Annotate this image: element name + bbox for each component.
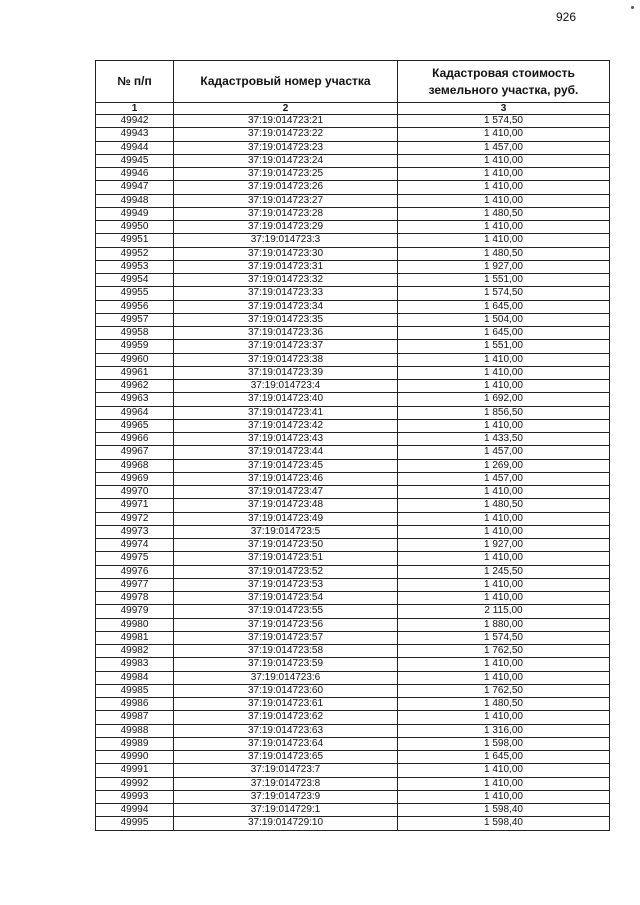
cadastral-value-cell: 1 316,00 [398,724,610,737]
row-index-cell: 49968 [96,459,174,472]
table-row [96,671,610,684]
cadastral-value-cell: 1 598,40 [398,804,610,817]
table-row [96,698,610,711]
table-row [96,207,610,220]
cadastral-number-cell: 37:19:014723:56 [174,618,398,631]
cadastral-value-cell: 1 410,00 [398,790,610,803]
cadastral-number-cell: 37:19:014723:32 [174,274,398,287]
row-index-cell: 49987 [96,711,174,724]
cadastral-value-cell: 1 245,50 [398,565,610,578]
row-index-cell: 49988 [96,724,174,737]
table-row [96,260,610,273]
cadastral-number-cell: 37:19:014729:10 [174,817,398,830]
cadastral-number-cell: 37:19:014723:55 [174,605,398,618]
cadastral-value-cell: 1 410,00 [398,194,610,207]
cadastral-value-cell: 1 410,00 [398,419,610,432]
row-index-cell: 49948 [96,194,174,207]
row-index-cell: 49950 [96,221,174,234]
cadastral-number-cell: 37:19:014723:3 [174,234,398,247]
cadastral-value-cell: 1 480,50 [398,698,610,711]
table-row [96,128,610,141]
row-index-cell: 49969 [96,472,174,485]
cadastral-number-cell: 37:19:014723:44 [174,446,398,459]
column-number: 1 [96,103,174,115]
cadastral-value-cell: 1 457,00 [398,141,610,154]
table-row [96,141,610,154]
table-row [96,525,610,538]
column-number: 2 [174,103,398,115]
row-index-cell: 49986 [96,698,174,711]
row-index-cell: 49992 [96,777,174,790]
cadastral-value-cell: 1 269,00 [398,459,610,472]
cadastral-value-cell: 1 410,00 [398,671,610,684]
table-row [96,274,610,287]
header-cadastral-value: Кадастровая стоимость земельного участка, руб. [398,61,610,103]
row-index-cell: 49957 [96,313,174,326]
cadastral-value-cell: 1 457,00 [398,472,610,485]
cadastral-value-cell: 1 598,40 [398,817,610,830]
cadastral-value-cell: 1 480,50 [398,499,610,512]
table-row [96,499,610,512]
table-row [96,353,610,366]
table-row [96,817,610,830]
row-index-cell: 49982 [96,645,174,658]
cadastral-number-cell: 37:19:014723:49 [174,512,398,525]
cadastral-value-cell: 2 115,00 [398,605,610,618]
row-index-cell: 49956 [96,300,174,313]
cadastral-number-cell: 37:19:014723:24 [174,154,398,167]
cadastral-number-cell: 37:19:014723:35 [174,313,398,326]
row-index-cell: 49975 [96,552,174,565]
cadastral-number-cell: 37:19:014729:1 [174,804,398,817]
cadastral-value-cell: 1 410,00 [398,764,610,777]
cadastral-number-cell: 37:19:014723:30 [174,247,398,260]
cadastral-number-cell: 37:19:014723:5 [174,525,398,538]
cadastral-number-cell: 37:19:014723:6 [174,671,398,684]
cadastral-number-cell: 37:19:014723:53 [174,578,398,591]
table-row [96,433,610,446]
table-row [96,406,610,419]
cadastral-value-cell: 1 574,50 [398,115,610,128]
row-index-cell: 49963 [96,393,174,406]
cadastral-number-cell: 37:19:014723:9 [174,790,398,803]
row-index-cell: 49942 [96,115,174,128]
cadastral-number-cell: 37:19:014723:28 [174,207,398,220]
table-row [96,578,610,591]
cadastral-number-cell: 37:19:014723:31 [174,260,398,273]
row-index-cell: 49979 [96,605,174,618]
table-row [96,512,610,525]
cadastral-value-cell: 1 574,50 [398,631,610,644]
header-cadastral-number: Кадастровый номер участка [174,61,398,103]
cadastral-value-cell: 1 927,00 [398,260,610,273]
table-body [96,115,610,831]
row-index-cell: 49952 [96,247,174,260]
cadastral-number-cell: 37:19:014723:59 [174,658,398,671]
row-index-cell: 49995 [96,817,174,830]
cadastral-value-cell: 1 762,50 [398,684,610,697]
cadastral-number-cell: 37:19:014723:45 [174,459,398,472]
table-row [96,393,610,406]
cadastral-value-cell: 1 410,00 [398,777,610,790]
cadastral-number-cell: 37:19:014723:23 [174,141,398,154]
row-index-cell: 49946 [96,168,174,181]
cadastral-value-cell: 1 410,00 [398,154,610,167]
cadastral-number-cell: 37:19:014723:60 [174,684,398,697]
cadastral-number-cell: 37:19:014723:61 [174,698,398,711]
table-row [96,380,610,393]
row-index-cell: 49945 [96,154,174,167]
table-row [96,313,610,326]
cadastral-number-cell: 37:19:014723:42 [174,419,398,432]
row-index-cell: 49993 [96,790,174,803]
cadastral-value-cell: 1 645,00 [398,327,610,340]
table-row [96,459,610,472]
cadastral-value-cell: 1 645,00 [398,300,610,313]
table-row [96,751,610,764]
row-index-cell: 49970 [96,486,174,499]
row-index-cell: 49990 [96,751,174,764]
cadastral-value-cell: 1 410,00 [398,592,610,605]
cadastral-value-cell: 1 410,00 [398,353,610,366]
row-index-cell: 49973 [96,525,174,538]
cadastral-value-cell: 1 598,00 [398,737,610,750]
row-index-cell: 49951 [96,234,174,247]
cadastral-number-cell: 37:19:014723:22 [174,128,398,141]
cadastral-number-cell: 37:19:014723:41 [174,406,398,419]
cadastral-number-cell: 37:19:014723:39 [174,366,398,379]
cadastral-number-cell: 37:19:014723:40 [174,393,398,406]
cadastral-number-cell: 37:19:014723:47 [174,486,398,499]
cadastral-value-cell: 1 410,00 [398,578,610,591]
cadastral-number-cell: 37:19:014723:58 [174,645,398,658]
row-index-cell: 49960 [96,353,174,366]
cadastral-value-cell: 1 410,00 [398,658,610,671]
cadastral-value-cell: 1 762,50 [398,645,610,658]
row-index-cell: 49976 [96,565,174,578]
row-index-cell: 49984 [96,671,174,684]
row-index-cell: 49974 [96,539,174,552]
cadastral-value-cell: 1 480,50 [398,207,610,220]
row-index-cell: 49972 [96,512,174,525]
row-index-cell: 49958 [96,327,174,340]
row-index-cell: 49947 [96,181,174,194]
table-row [96,446,610,459]
table-row [96,711,610,724]
header-row [96,61,610,103]
table-row [96,804,610,817]
row-index-cell: 49954 [96,274,174,287]
cadastral-number-cell: 37:19:014723:36 [174,327,398,340]
cadastral-value-cell: 1 410,00 [398,366,610,379]
table-row [96,115,610,128]
cadastral-value-cell: 1 551,00 [398,340,610,353]
cadastral-number-cell: 37:19:014723:26 [174,181,398,194]
page-number: 926 [556,10,577,24]
table-row [96,486,610,499]
table-row [96,658,610,671]
table-row [96,287,610,300]
row-index-cell: 49959 [96,340,174,353]
table-row [96,645,610,658]
cadastral-value-cell: 1 410,00 [398,234,610,247]
row-index-cell: 49978 [96,592,174,605]
cadastral-number-cell: 37:19:014723:46 [174,472,398,485]
table-row [96,592,610,605]
row-index-cell: 49949 [96,207,174,220]
cadastral-value-table [95,60,610,831]
cadastral-value-cell: 1 480,50 [398,247,610,260]
cadastral-number-cell: 37:19:014723:29 [174,221,398,234]
table-row [96,247,610,260]
cadastral-value-cell: 1 927,00 [398,539,610,552]
cadastral-value-cell: 1 410,00 [398,486,610,499]
table-row [96,631,610,644]
table-row [96,618,610,631]
row-index-cell: 49944 [96,141,174,154]
cadastral-number-cell: 37:19:014723:25 [174,168,398,181]
cadastral-number-cell: 37:19:014723:27 [174,194,398,207]
table-row [96,684,610,697]
table-row [96,194,610,207]
cadastral-number-cell: 37:19:014723:63 [174,724,398,737]
table-row [96,724,610,737]
row-index-cell: 49981 [96,631,174,644]
cadastral-value-cell: 1 410,00 [398,221,610,234]
table-row [96,168,610,181]
row-index-cell: 49985 [96,684,174,697]
cadastral-number-cell: 37:19:014723:65 [174,751,398,764]
cadastral-value-cell: 1 880,00 [398,618,610,631]
cadastral-value-cell: 1 410,00 [398,380,610,393]
table-row [96,552,610,565]
cadastral-number-cell: 37:19:014723:48 [174,499,398,512]
cadastral-value-cell: 1 692,00 [398,393,610,406]
cadastral-number-cell: 37:19:014723:7 [174,764,398,777]
row-index-cell: 49966 [96,433,174,446]
row-index-cell: 49953 [96,260,174,273]
row-index-cell: 49977 [96,578,174,591]
table-row [96,737,610,750]
row-index-cell: 49994 [96,804,174,817]
cadastral-value-cell: 1 410,00 [398,512,610,525]
row-index-cell: 49991 [96,764,174,777]
table-row [96,327,610,340]
row-index-cell: 49965 [96,419,174,432]
cadastral-number-cell: 37:19:014723:52 [174,565,398,578]
cadastral-number-cell: 37:19:014723:54 [174,592,398,605]
cadastral-value-cell: 1 856,50 [398,406,610,419]
cadastral-number-cell: 37:19:014723:51 [174,552,398,565]
table-row [96,154,610,167]
row-index-cell: 49967 [96,446,174,459]
cadastral-value-cell: 1 410,00 [398,552,610,565]
table-row [96,366,610,379]
cadastral-value-cell: 1 410,00 [398,168,610,181]
row-index-cell: 49983 [96,658,174,671]
table-row [96,790,610,803]
column-number: 3 [398,103,610,115]
cadastral-value-cell: 1 410,00 [398,181,610,194]
cadastral-number-cell: 37:19:014723:43 [174,433,398,446]
table-row [96,777,610,790]
cadastral-number-cell: 37:19:014723:37 [174,340,398,353]
table-row [96,472,610,485]
row-index-cell: 49980 [96,618,174,631]
cadastral-number-cell: 37:19:014723:64 [174,737,398,750]
column-number-row [96,103,610,115]
row-index-cell: 49943 [96,128,174,141]
row-index-cell: 49971 [96,499,174,512]
scan-artifact [631,6,634,9]
cadastral-number-cell: 37:19:014723:33 [174,287,398,300]
table-row [96,221,610,234]
row-index-cell: 49964 [96,406,174,419]
cadastral-number-cell: 37:19:014723:38 [174,353,398,366]
cadastral-number-cell: 37:19:014723:57 [174,631,398,644]
cadastral-value-cell: 1 410,00 [398,525,610,538]
cadastral-value-cell: 1 410,00 [398,128,610,141]
row-index-cell: 49955 [96,287,174,300]
table-row [96,539,610,552]
table-row [96,419,610,432]
cadastral-number-cell: 37:19:014723:62 [174,711,398,724]
cadastral-number-cell: 37:19:014723:50 [174,539,398,552]
cadastral-number-cell: 37:19:014723:34 [174,300,398,313]
table-row [96,764,610,777]
cadastral-value-cell: 1 574,50 [398,287,610,300]
cadastral-value-cell: 1 504,00 [398,313,610,326]
table-row [96,605,610,618]
header-row-number: № п/п [96,61,174,103]
cadastral-number-cell: 37:19:014723:21 [174,115,398,128]
table-row [96,300,610,313]
row-index-cell: 49961 [96,366,174,379]
row-index-cell: 49962 [96,380,174,393]
cadastral-value-cell: 1 433,50 [398,433,610,446]
row-index-cell: 49989 [96,737,174,750]
cadastral-value-cell: 1 457,00 [398,446,610,459]
cadastral-number-cell: 37:19:014723:8 [174,777,398,790]
table-row [96,234,610,247]
cadastral-value-cell: 1 645,00 [398,751,610,764]
table-row [96,565,610,578]
table-row [96,340,610,353]
table-row [96,181,610,194]
cadastral-value-cell: 1 410,00 [398,711,610,724]
cadastral-number-cell: 37:19:014723:4 [174,380,398,393]
cadastral-value-cell: 1 551,00 [398,274,610,287]
